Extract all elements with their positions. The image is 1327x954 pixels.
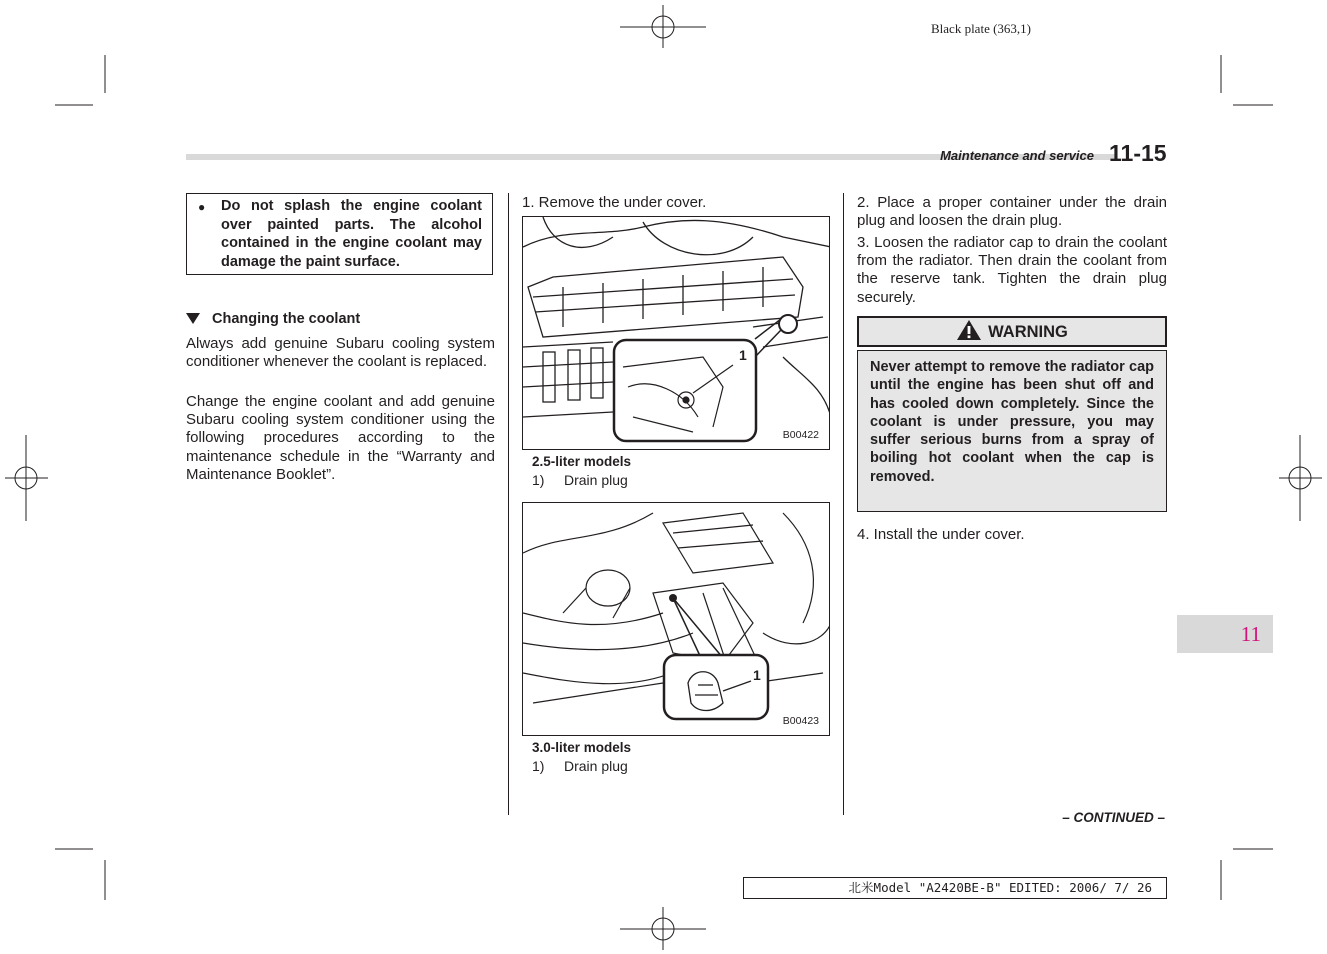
item-label: Drain plug [564, 472, 628, 488]
step-3: 3. Loosen the radiator cap to drain the coolant from the radiator. Then drain the coolant from the reserve tank. Tighten the drain plug securely. [857, 234, 1167, 306]
continued-label: – CONTINUED – [1062, 810, 1165, 825]
triangle-down-icon [186, 313, 200, 324]
item-label: Drain plug [564, 758, 628, 774]
footer-edit-info: 北米Model "A2420BE-B" EDITED: 2006/ 7/ 26 [743, 877, 1167, 899]
figure-1-code: B00422 [782, 429, 819, 441]
figure-2-caption: 3.0-liter models [532, 740, 632, 755]
caution-box [186, 193, 493, 275]
paragraph-2: Change the engine coolant and add genuine Subaru cooling system conditioner using the following procedures according to the maintenance schedule in the “Warranty and Maintenance Booklet”. [186, 393, 495, 483]
column-divider-2 [843, 193, 844, 815]
warning-text: Never attempt to remove the radiator cap until the engine has been shut off and has cooled down completely. Since the coolant is under pressure, you may suffer serious burns from a spray of boiling hot coolant when the cap is removed. [857, 350, 1167, 512]
paragraph-1: Always add genuine Subaru cooling system conditioner whenever the coolant is replaced. [186, 335, 495, 371]
step-1: 1. Remove the under cover. [522, 194, 707, 211]
figure-1-caption: 2.5-liter models [532, 454, 632, 469]
plate-label: Black plate (363,1) [931, 21, 1031, 36]
figure-2-callout: 1 [753, 667, 761, 683]
section-title: Maintenance and service [940, 148, 1094, 163]
warning-header [857, 316, 1167, 347]
figure-3-0-liter [522, 502, 830, 736]
subheading [186, 311, 360, 327]
chapter-number: 11 [1240, 622, 1261, 646]
engine-illustration-2 [523, 503, 830, 736]
figure-2-5-liter [522, 216, 830, 450]
figure-2-item [532, 758, 628, 774]
page-number: 11-15 [1109, 140, 1167, 166]
subheading-text: Changing the coolant [212, 311, 361, 327]
engine-illustration [523, 217, 830, 450]
figure-1-callout: 1 [739, 347, 747, 363]
caution-text: Do not splash the engine coolant over painted parts. The alcohol contained in the engine coolant may damage the paint surface. [221, 198, 482, 270]
figure-2-code: B00423 [782, 715, 819, 727]
step-4: 4. Install the under cover. [857, 526, 1025, 543]
bullet: ● [198, 200, 206, 214]
figure-1-item [532, 472, 628, 488]
item-number: 1) [532, 472, 545, 488]
step-2: 2. Place a proper container under the drain plug and loosen the drain plug. [857, 194, 1167, 230]
warning-triangle-icon [956, 319, 982, 341]
item-number: 1) [532, 758, 545, 774]
chapter-tab [1177, 615, 1273, 653]
column-divider-1 [508, 193, 509, 815]
warning-title: WARNING [988, 323, 1068, 341]
